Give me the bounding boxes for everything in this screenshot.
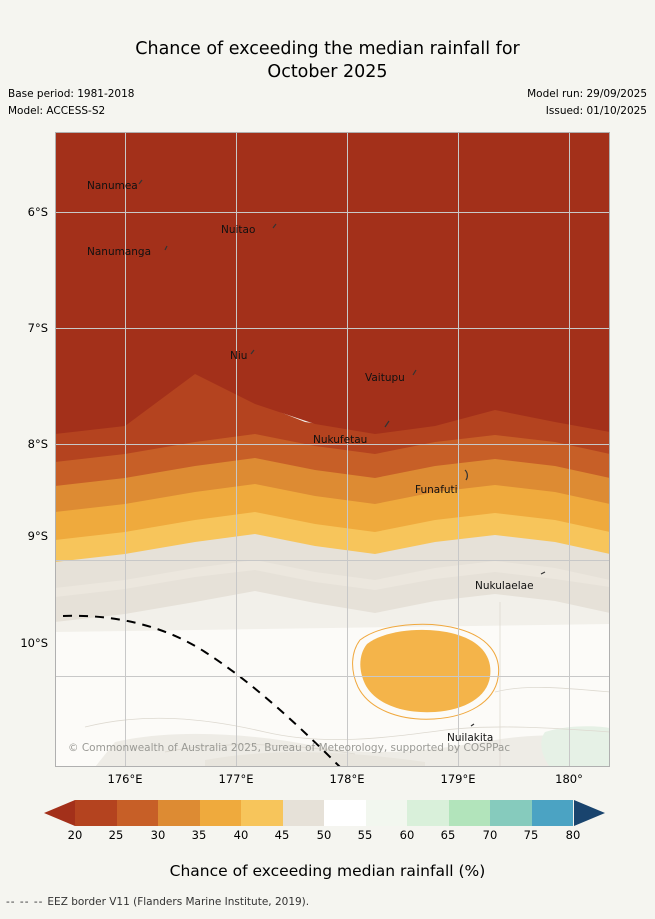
colorbar-seg-25-30 — [117, 800, 159, 826]
colorbar-title: Chance of exceeding median rainfall (%) — [169, 862, 486, 880]
gridline-180 — [569, 132, 570, 767]
colorbar-tick-30: 30 — [150, 828, 166, 842]
ytick-7S: 7°S — [27, 321, 48, 335]
colorbar-tick-40: 40 — [233, 828, 249, 842]
colorbar-tick-35: 35 — [191, 828, 207, 842]
colorbar-seg-70-75 — [490, 800, 532, 826]
xtick-177E: 177°E — [218, 772, 254, 786]
gridline-9S — [55, 560, 610, 561]
gridline-176E — [125, 132, 126, 767]
colorbar-low-arrow — [44, 800, 75, 826]
ytick-9S: 9°S — [27, 529, 48, 543]
copyright-text: © Commonwealth of Australia 2025, Bureau of Meteorology, supported by COSPPac — [68, 742, 511, 754]
colorbar-seg-65-70 — [449, 800, 491, 826]
island-label-nanumea: Nanumea — [87, 180, 138, 192]
colorbar-high-arrow — [574, 800, 605, 826]
title-line-1: Chance of exceeding the median rainfall for — [135, 39, 520, 59]
colorbar-tick-60: 60 — [399, 828, 415, 842]
colorbar-tick-75: 75 — [523, 828, 539, 842]
island-label-nukulaelae: Nukulaelae — [475, 580, 534, 592]
colorbar-seg-55-60 — [366, 800, 408, 826]
gridline-10S — [55, 676, 610, 677]
colorbar-seg-50-55 — [324, 800, 366, 826]
island-label-nanumanga: Nanumanga — [87, 246, 152, 258]
island-label-nuilakita: Nuilakita — [447, 732, 494, 744]
colorbar-segments — [75, 800, 573, 826]
colorbar-seg-40-45 — [241, 800, 283, 826]
colorbar-seg-30-35 — [158, 800, 200, 826]
ytick-6S: 6°S — [27, 205, 48, 219]
xtick-180: 180° — [555, 772, 583, 786]
colorbar-seg-60-65 — [407, 800, 449, 826]
model-run-text: Model run: 29/09/2025 — [527, 88, 647, 100]
metadata-left — [8, 86, 134, 120]
footnote — [6, 896, 309, 908]
island-label-funafuti: Funafuti — [415, 484, 458, 496]
metadata-right — [527, 86, 647, 120]
colorbar-tick-65: 65 — [440, 828, 456, 842]
title-line-2: October 2025 — [267, 62, 388, 82]
colorbar-tick-70: 70 — [482, 828, 498, 842]
colorbar-tick-80: 80 — [565, 828, 581, 842]
island-label-nukufetau: Nukufetau — [313, 434, 368, 446]
ytick-8S: 8°S — [27, 437, 48, 451]
gridline-178E — [347, 132, 348, 767]
island-label-vaitupu: Vaitupu — [365, 372, 405, 384]
map-plot-area — [55, 132, 610, 767]
eez-dash-key: -- -- -- — [6, 896, 44, 908]
model-text: Model: ACCESS-S2 — [8, 105, 106, 117]
island-label-nuitao: Nuitao — [221, 224, 256, 236]
colorbar — [30, 800, 625, 842]
gridline-7S — [55, 328, 610, 329]
issued-text: Issued: 01/10/2025 — [545, 105, 647, 117]
rainfall-contour-map — [55, 132, 610, 767]
footnote-text: EEZ border V11 (Flanders Marine Institute, 2019). — [47, 896, 310, 908]
island-label-niu: Niu — [230, 350, 248, 362]
gridline-179E — [458, 132, 459, 767]
gridline-6S — [55, 212, 610, 213]
colorbar-seg-35-40 — [200, 800, 242, 826]
colorbar-seg-20-25 — [75, 800, 117, 826]
xtick-176E: 176°E — [107, 772, 143, 786]
base-period-text: Base period: 1981-2018 — [8, 88, 135, 100]
ytick-10S: 10°S — [20, 636, 48, 650]
colorbar-seg-45-50 — [283, 800, 325, 826]
colorbar-tick-20: 20 — [67, 828, 83, 842]
colorbar-tick-50: 50 — [316, 828, 332, 842]
xtick-179E: 179°E — [440, 772, 476, 786]
xtick-178E: 178°E — [329, 772, 365, 786]
colorbar-tick-45: 45 — [274, 828, 290, 842]
colorbar-tick-55: 55 — [357, 828, 373, 842]
page-title — [0, 38, 655, 84]
colorbar-seg-75-80 — [532, 800, 574, 826]
colorbar-tick-25: 25 — [108, 828, 124, 842]
